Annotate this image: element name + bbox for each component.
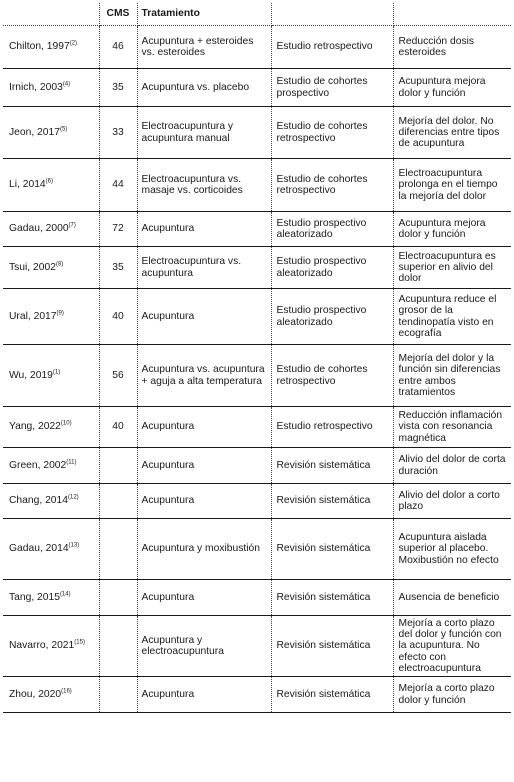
cell-study-type: Estudio de cohortes prospectivo bbox=[271, 69, 393, 107]
cell-study-type: Estudio prospectivo aleatorizado bbox=[271, 289, 393, 345]
cell-study-type: Revisión sistemática bbox=[271, 616, 393, 677]
table-row bbox=[3, 159, 511, 212]
cell-study-type: Revisión sistemática bbox=[271, 484, 393, 519]
cell-cms: 44 bbox=[99, 159, 137, 212]
table-row bbox=[3, 212, 511, 247]
cell-author bbox=[3, 26, 99, 69]
reference-number: (5) bbox=[59, 126, 68, 133]
cell-author bbox=[3, 289, 99, 345]
table-row bbox=[3, 289, 511, 345]
cell-study-type: Revisión sistemática bbox=[271, 677, 393, 713]
author-name: Navarro, 2021 bbox=[9, 640, 75, 652]
cell-result: Mejoría a corto plazo del dolor y función con la acupuntura. No efecto con electroacupuntura bbox=[393, 616, 511, 677]
cell-treatment: Acupuntura y moxibustión bbox=[137, 519, 271, 580]
cell-author bbox=[3, 519, 99, 580]
cell-result: Acupuntura mejora dolor y función bbox=[393, 69, 511, 107]
cell-treatment: Acupuntura vs. placebo bbox=[137, 69, 271, 107]
cell-study-type: Revisión sistemática bbox=[271, 580, 393, 616]
cell-treatment: Acupuntura y electroacupuntura bbox=[137, 616, 271, 677]
cell-cms: 40 bbox=[99, 407, 137, 448]
cell-author bbox=[3, 616, 99, 677]
cell-author bbox=[3, 345, 99, 407]
cell-study-type: Estudio retrospectivo bbox=[271, 26, 393, 69]
cell-author bbox=[3, 407, 99, 448]
cell-study-type: Estudio retrospectivo bbox=[271, 407, 393, 448]
author-name: Tang, 2015 bbox=[9, 591, 60, 603]
cell-cms bbox=[99, 484, 137, 519]
cell-author bbox=[3, 159, 99, 212]
table-body bbox=[3, 26, 511, 713]
cell-author bbox=[3, 484, 99, 519]
cell-result: Electroacupuntura es superior en alivio del dolor bbox=[393, 247, 511, 289]
reference-number: (2) bbox=[69, 40, 78, 47]
author-name: Yang, 2022 bbox=[9, 421, 61, 433]
cell-treatment: Acupuntura + esteroides vs. esteroides bbox=[137, 26, 271, 69]
cell-result: Acupuntura aislada superior al placebo. Moxibustión no efecto bbox=[393, 519, 511, 580]
cell-study-type: Estudio prospectivo aleatorizado bbox=[271, 247, 393, 289]
reference-number: (16) bbox=[61, 688, 72, 695]
author-name: Gadau, 2000 bbox=[9, 223, 69, 235]
cell-result: Mejoría a corto plazo dolor y función bbox=[393, 677, 511, 713]
cell-cms: 72 bbox=[99, 212, 137, 247]
header-type bbox=[271, 3, 393, 26]
reference-number: (4) bbox=[62, 81, 71, 88]
author-name: Tsui, 2002 bbox=[9, 261, 56, 273]
author-name: Ural, 2017 bbox=[9, 310, 57, 322]
author-name: Wu, 2019 bbox=[9, 369, 53, 381]
table-row bbox=[3, 107, 511, 159]
cell-treatment: Acupuntura bbox=[137, 289, 271, 345]
table-row bbox=[3, 407, 511, 448]
cell-study-type: Revisión sistemática bbox=[271, 519, 393, 580]
cell-treatment: Acupuntura bbox=[137, 407, 271, 448]
header-result bbox=[393, 3, 511, 26]
cell-author bbox=[3, 107, 99, 159]
cell-result: Mejoría del dolor y la función sin diferencias entre ambos tratamientos bbox=[393, 345, 511, 407]
author-name: Gadau, 2014 bbox=[9, 543, 69, 555]
table-row bbox=[3, 677, 511, 713]
author-name: Green, 2002 bbox=[9, 459, 67, 471]
table-row bbox=[3, 69, 511, 107]
cell-cms bbox=[99, 519, 137, 580]
table-row bbox=[3, 247, 511, 289]
table-row bbox=[3, 26, 511, 69]
cell-cms bbox=[99, 616, 137, 677]
author-name: Chang, 2014 bbox=[9, 495, 68, 507]
cell-treatment: Acupuntura bbox=[137, 448, 271, 484]
cell-study-type: Estudio de cohortes retrospectivo bbox=[271, 159, 393, 212]
cell-author bbox=[3, 580, 99, 616]
studies-table bbox=[3, 3, 511, 713]
reference-number: (8) bbox=[55, 261, 64, 268]
cell-result: Reducción inflamación vista con resonancia magnética bbox=[393, 407, 511, 448]
author-name: Jeon, 2017 bbox=[9, 126, 60, 138]
cell-treatment: Electroacupuntura vs. masaje vs. corticoides bbox=[137, 159, 271, 212]
cell-study-type: Estudio de cohortes retrospectivo bbox=[271, 345, 393, 407]
cell-cms bbox=[99, 580, 137, 616]
cell-treatment: Acupuntura bbox=[137, 580, 271, 616]
cell-cms: 33 bbox=[99, 107, 137, 159]
table-row bbox=[3, 616, 511, 677]
reference-number: (12) bbox=[67, 494, 79, 501]
cell-result: Reducción dosis esteroides bbox=[393, 26, 511, 69]
header-treatment: Tratamiento bbox=[137, 3, 271, 26]
table-row bbox=[3, 580, 511, 616]
cell-result: Acupuntura reduce el grosor de la tendinopatía visto en ecografía bbox=[393, 289, 511, 345]
cell-result: Electroacupuntura prolonga en el tiempo la mejoría del dolor bbox=[393, 159, 511, 212]
cell-cms: 46 bbox=[99, 26, 137, 69]
cell-study-type: Revisión sistemática bbox=[271, 448, 393, 484]
cell-result: Mejoría del dolor. No diferencias entre tipos de acupuntura bbox=[393, 107, 511, 159]
cell-treatment: Acupuntura bbox=[137, 212, 271, 247]
table-row bbox=[3, 484, 511, 519]
cell-author bbox=[3, 247, 99, 289]
reference-number: (7) bbox=[68, 222, 76, 229]
cell-study-type: Estudio prospectivo aleatorizado bbox=[271, 212, 393, 247]
cell-study-type: Estudio de cohortes retrospectivo bbox=[271, 107, 393, 159]
reference-number: (10) bbox=[60, 420, 72, 427]
author-name: Zhou, 2020 bbox=[9, 688, 62, 700]
header-author bbox=[3, 3, 99, 26]
cell-cms: 56 bbox=[99, 345, 137, 407]
cell-treatment: Electroacupuntura y acupuntura manual bbox=[137, 107, 271, 159]
reference-number: (1) bbox=[52, 369, 61, 376]
reference-number: (15) bbox=[74, 639, 85, 646]
reference-number: (14) bbox=[59, 591, 71, 598]
cell-result: Alivio del dolor de corta duración bbox=[393, 448, 511, 484]
cell-treatment: Acupuntura vs. acupuntura + aguja a alta temperatura bbox=[137, 345, 271, 407]
cell-cms bbox=[99, 448, 137, 484]
reference-number: (11) bbox=[66, 459, 77, 466]
table-row bbox=[3, 448, 511, 484]
cell-treatment: Acupuntura bbox=[137, 677, 271, 713]
reference-number: (9) bbox=[56, 310, 64, 317]
cell-result: Ausencia de beneficio bbox=[393, 580, 511, 616]
header-row bbox=[3, 3, 511, 26]
table-row bbox=[3, 519, 511, 580]
cell-author bbox=[3, 677, 99, 713]
cell-result: Acupuntura mejora dolor y función bbox=[393, 212, 511, 247]
cell-author bbox=[3, 212, 99, 247]
author-name: Irnich, 2003 bbox=[9, 81, 63, 93]
table-row bbox=[3, 345, 511, 407]
cell-author bbox=[3, 69, 99, 107]
cell-result: Alivio del dolor a corto plazo bbox=[393, 484, 511, 519]
header-cms: CMS bbox=[99, 3, 137, 26]
author-name: Chilton, 1997 bbox=[9, 41, 70, 53]
cell-cms: 35 bbox=[99, 247, 137, 289]
cell-author bbox=[3, 448, 99, 484]
cell-cms bbox=[99, 677, 137, 713]
reference-number: (6) bbox=[45, 178, 53, 185]
cell-treatment: Acupuntura bbox=[137, 484, 271, 519]
cell-cms: 40 bbox=[99, 289, 137, 345]
table-wrapper bbox=[3, 3, 511, 713]
cell-cms: 35 bbox=[99, 69, 137, 107]
reference-number: (13) bbox=[68, 542, 80, 549]
cell-treatment: Electroacupuntura vs. acupuntura bbox=[137, 247, 271, 289]
author-name: Li, 2014 bbox=[9, 179, 46, 191]
